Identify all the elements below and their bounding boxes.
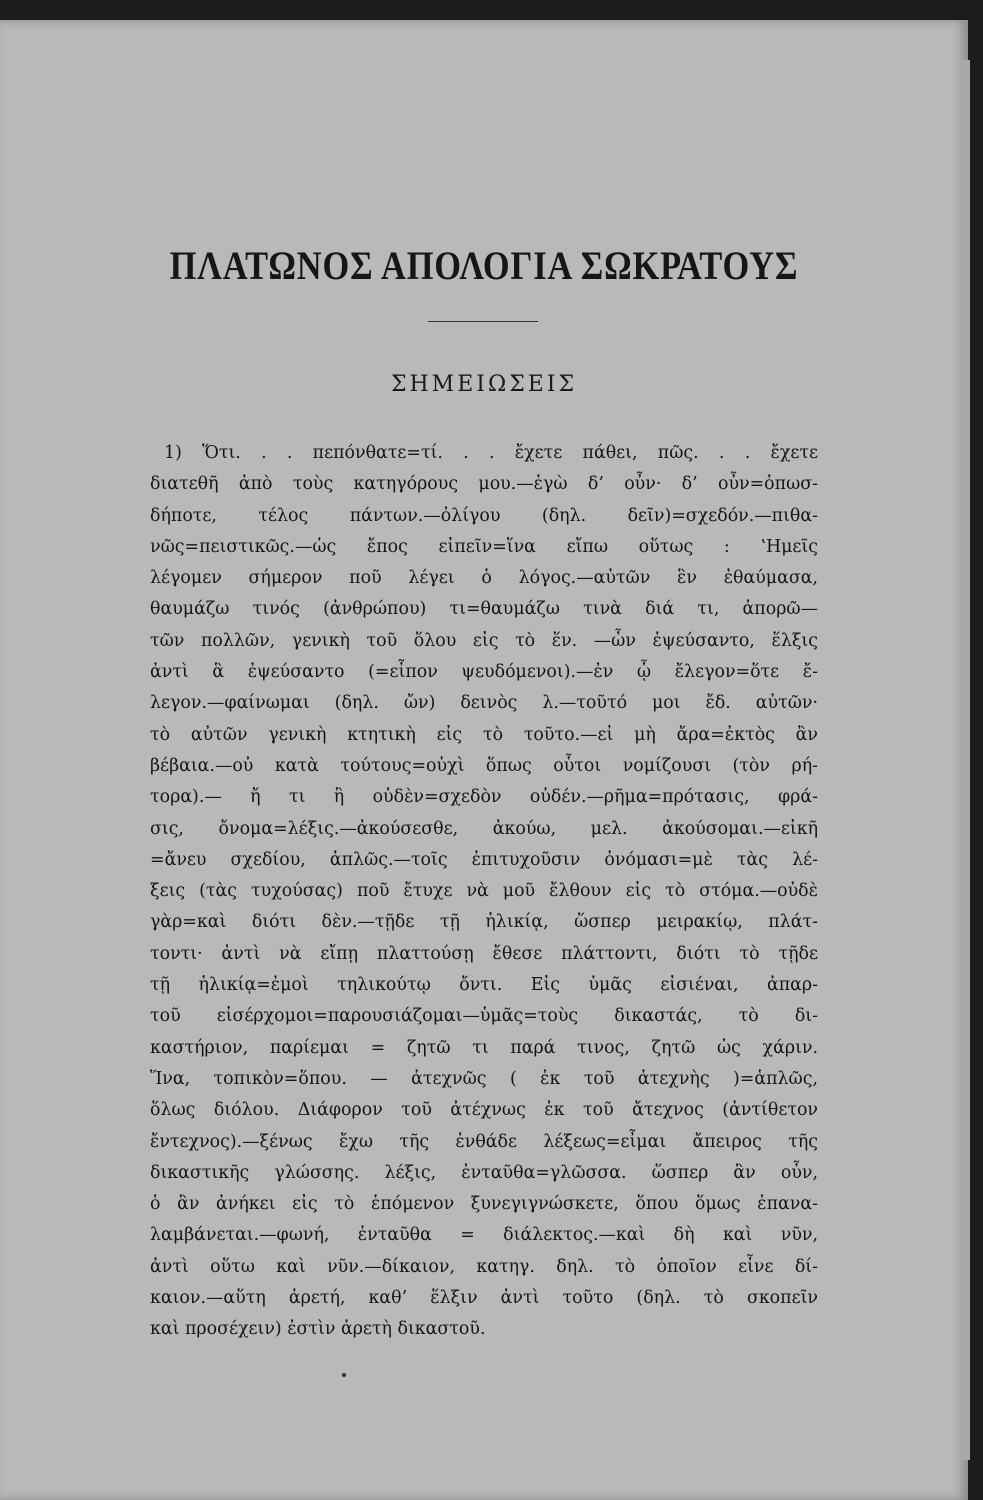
text-line: ἀντὶ ἃ ἐψεύσαντο (=εἶπον ψευδόμενοι).—ἐν ᾧ ἔλεγον=ὅτε ἔ-: [150, 662, 818, 683]
text-line: σις, ὄνομα=λέξις.—ἀκούσεσθε, ἀκούω, μελ. ἀκούσομαι.—εἰκῆ: [150, 818, 818, 839]
notes-body: [150, 438, 818, 1346]
text-line: τοῦ εἰσέρχομοι=παρουσιάζομαι—ὑμᾶς=τοὺς δικαστάς, τὸ δι-: [150, 1006, 818, 1027]
document-title: ΠΛΑΤΩΝΟΣ ΑΠΟΛΟΓΙΑ ΣΩΚΡΑΤΟΥΣ: [169, 243, 799, 288]
section-heading: ΣΗΜΕΙΩΣΕΙΣ: [390, 372, 578, 397]
text-line: τῶν πολλῶν, γενικὴ τοῦ ὅλου εἰς τὸ ἕν. —ὧν ἐψεύσαντο, ἕλξις: [150, 630, 818, 651]
text-line: γὰρ=καὶ διότι δὲν.—τῇδε τῇ ἡλικίᾳ, ὥσπερ μειρακίῳ, πλάτ-: [150, 912, 818, 933]
text-line: =ἄνευ σχεδίου, ἁπλῶς.—τοῖς ἐπιτυχοῦσιν ὀνόμασι=μὲ τὰς λέ-: [150, 849, 818, 870]
text-line: δήποτε, τέλος πάντων.—ὀλίγου (δηλ. δεῖν)=σχεδόν.—πιθα-: [150, 505, 818, 526]
text-line: τῇ ἡλικίᾳ=ἐμοὶ τηλικούτῳ ὄντι. Εἰς ὑμᾶς εἰσιέναι, ἀπαρ-: [150, 975, 818, 996]
text-line: καιον.—αὕτη ἀρετή, καθ’ ἕλξιν ἀντὶ τοῦτο (δηλ. τὸ σκοπεῖν: [150, 1288, 818, 1309]
text-line: ὅλως διόλου. Διάφορον τοῦ ἀτέχνως ἐκ τοῦ ἄτεχνος (ἀντίθετον: [150, 1100, 818, 1121]
text-line: καστήριον, παρίεμαι = ζητῶ τι παρά τινος, ζητῶ ὡς χάριν.: [150, 1037, 818, 1058]
text-line: καὶ προσέχειν) ἐστὶν ἀρετὴ δικαστοῦ.: [150, 1319, 486, 1340]
text-line: ξεις (τὰς τυχούσας) ποῦ ἔτυχε νὰ μοῦ ἔλθουν εἰς τὸ στόμα.—οὐδὲ: [150, 881, 818, 902]
text-line: 1) Ὅτι. . . πεπόνθατε=τί. . . ἔχετε πάθει, πῶς. . . ἔχετε: [164, 443, 818, 463]
text-line: νῶς=πειστικῶς.—ὡς ἔπος εἰπεῖν=ἵνα εἴπω οὕτως : ʽΗμεῖς: [150, 536, 818, 557]
text-line: ὁ ἂν ἀνήκει εἰς τὸ ἑπόμενον ξυνεγιγνώσκετε, ὅπου ὅμως ἐπανα-: [150, 1194, 818, 1215]
page-edge: [960, 60, 970, 1460]
text-line: διατεθῆ ἀπὸ τοὺς κατηγόρους μου.—ἐγὼ δ’ οὖν· δ’ οὖν=ὁπωσ-: [150, 474, 818, 495]
text-line: θαυμάζω τινός (ἀνθρώπου) τι=θαυμάζω τινὰ διά τι, ἀπορῶ—: [150, 599, 818, 620]
text-line: τορα).— ἤ τι ἢ οὐδὲν=σχεδὸν οὐδέν.—ρῆμα=πρότασις, φρά-: [150, 787, 818, 808]
text-line: λαμβάνεται.—φωνή, ἐνταῦθα = διάλεκτος.—καὶ δὴ καὶ νῦν,: [150, 1225, 818, 1246]
text-line: λέγομεν σήμερον ποῦ λέγει ὁ λόγος.—αὐτῶν ἓν ἐθαύμασα,: [150, 568, 818, 589]
text-line: τὸ αὐτῶν γενικὴ κτητικὴ εἰς τὸ τοῦτο.—εἰ μὴ ἄρα=ἐκτὸς ἂν: [150, 724, 818, 745]
text-line: βέβαια.—οὐ κατὰ τούτους=οὐχὶ ὅπως οὗτοι νομίζουσι (τὸν ρή-: [150, 755, 818, 776]
title-divider: [428, 321, 538, 322]
text-line: δικαστικῆς γλώσσης. λέξις, ἐνταῦθα=γλῶσσα. ὥσπερ ἂν οὖν,: [150, 1162, 818, 1183]
text-line: ἀντὶ οὕτω καὶ νῦν.—δίκαιον, κατηγ. δηλ. τὸ ὁποῖον εἶνε δί-: [150, 1256, 818, 1277]
text-line: λεγον.—φαίνωμαι (δηλ. ὤν) δεινὸς λ.—τοῦτό μοι ἔδ. αὐτῶν·: [150, 693, 818, 714]
text-line: τοντι· ἀντὶ νὰ εἴπῃ πλαττούσῃ ἔθεσε πλάττοντι, διότι τὸ τῇδε: [150, 943, 818, 964]
ink-speck: [342, 1373, 346, 1377]
text-line: ἔντεχνος).—ξένως ἔχω τῆς ἐνθάδε λέξεως=εἶμαι ἄπειρος τῆς: [150, 1131, 818, 1152]
text-line: Ἵνα, τοπικὸν=ὅπου. — ἀτεχνῶς ( ἐκ τοῦ ἀτεχνὴς )=ἁπλῶς,: [150, 1068, 818, 1089]
document-page: [0, 20, 968, 1500]
